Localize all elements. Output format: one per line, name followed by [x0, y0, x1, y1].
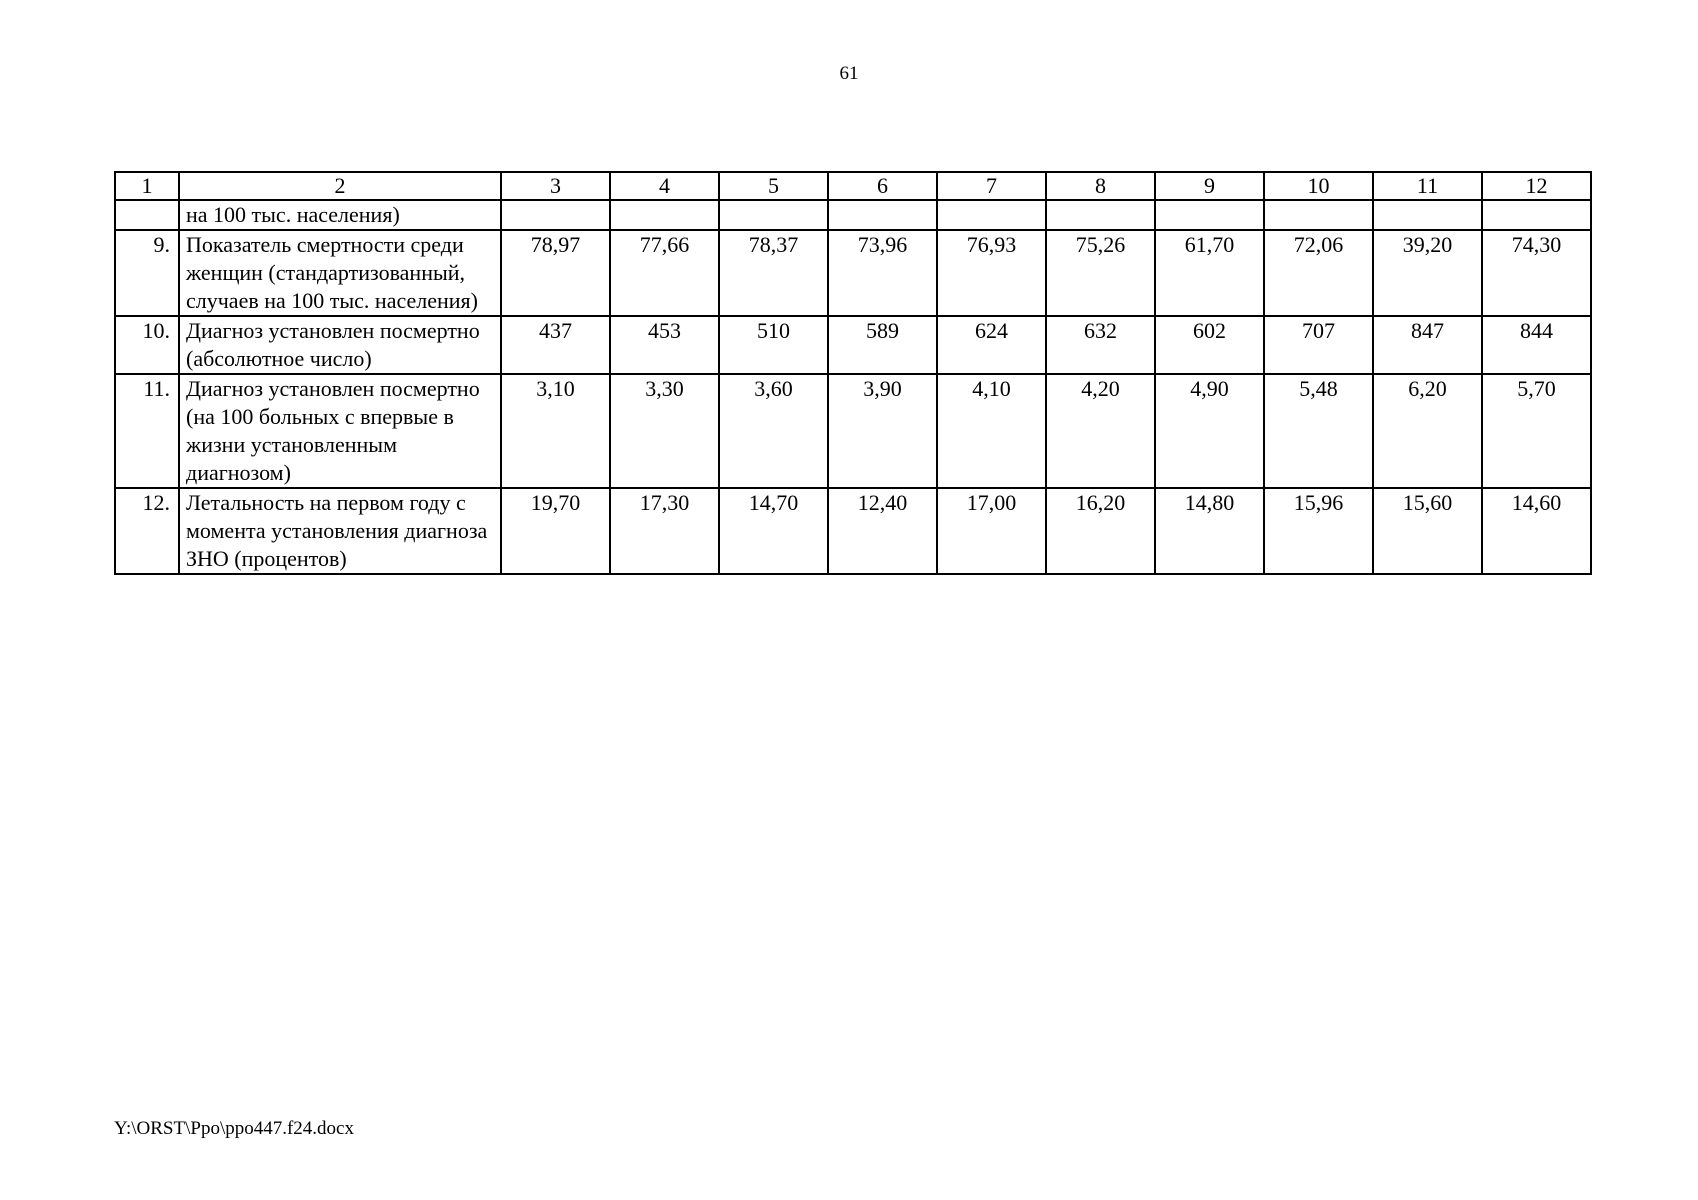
cell-value: 844: [1482, 316, 1591, 374]
cell-value: [610, 200, 719, 230]
column-header: 3: [501, 172, 610, 200]
cell-value: 14,70: [719, 488, 828, 574]
cell-value: 19,70: [501, 488, 610, 574]
cell-value: 78,37: [719, 230, 828, 316]
column-header: 2: [179, 172, 501, 200]
table-row: [115, 488, 1591, 574]
cell-value: 5,48: [1264, 374, 1373, 488]
column-header: 12: [1482, 172, 1591, 200]
row-number: 9.: [115, 230, 179, 316]
cell-value: 77,66: [610, 230, 719, 316]
row-number: [115, 200, 179, 230]
cell-value: 17,00: [937, 488, 1046, 574]
cell-value: 16,20: [1046, 488, 1155, 574]
column-header: 11: [1373, 172, 1482, 200]
cell-value: [1482, 200, 1591, 230]
cell-value: 15,60: [1373, 488, 1482, 574]
cell-value: 17,30: [610, 488, 719, 574]
cell-value: 3,10: [501, 374, 610, 488]
column-header: 6: [828, 172, 937, 200]
table-row: [115, 200, 1591, 230]
page-number: 61: [839, 63, 859, 84]
table-header-row: [115, 172, 1591, 200]
cell-value: 61,70: [1155, 230, 1264, 316]
cell-value: 847: [1373, 316, 1482, 374]
table-row: [115, 374, 1591, 488]
cell-value: [1046, 200, 1155, 230]
cell-value: [1264, 200, 1373, 230]
cell-value: 707: [1264, 316, 1373, 374]
row-number: 11.: [115, 374, 179, 488]
cell-value: 3,90: [828, 374, 937, 488]
cell-value: 75,26: [1046, 230, 1155, 316]
cell-value: 78,97: [501, 230, 610, 316]
cell-value: 14,80: [1155, 488, 1264, 574]
data-table: [114, 171, 1592, 575]
row-label: на 100 тыс. населения): [179, 200, 501, 230]
cell-value: 15,96: [1264, 488, 1373, 574]
cell-value: 510: [719, 316, 828, 374]
cell-value: [719, 200, 828, 230]
cell-value: 589: [828, 316, 937, 374]
column-header: 1: [115, 172, 179, 200]
row-label: Диагноз установлен посмертно (абсолютное число): [179, 316, 501, 374]
cell-value: 72,06: [1264, 230, 1373, 316]
cell-value: 602: [1155, 316, 1264, 374]
column-header: 8: [1046, 172, 1155, 200]
cell-value: 437: [501, 316, 610, 374]
cell-value: 4,10: [937, 374, 1046, 488]
cell-value: 624: [937, 316, 1046, 374]
cell-value: 39,20: [1373, 230, 1482, 316]
cell-value: 3,30: [610, 374, 719, 488]
cell-value: 4,20: [1046, 374, 1155, 488]
cell-value: 74,30: [1482, 230, 1591, 316]
cell-value: [937, 200, 1046, 230]
file-path: Y:\ORST\Ppo\ppo447.f24.docx: [114, 1118, 354, 1139]
row-label: Показатель смертности среди женщин (стандартизованный, случаев на 100 тыс. населения): [179, 230, 501, 316]
row-number: 12.: [115, 488, 179, 574]
cell-value: [1155, 200, 1264, 230]
cell-value: 6,20: [1373, 374, 1482, 488]
column-header: 4: [610, 172, 719, 200]
column-header: 10: [1264, 172, 1373, 200]
cell-value: 3,60: [719, 374, 828, 488]
table-row: [115, 316, 1591, 374]
cell-value: [501, 200, 610, 230]
column-header: 7: [937, 172, 1046, 200]
column-header: 9: [1155, 172, 1264, 200]
cell-value: [1373, 200, 1482, 230]
row-label: Диагноз установлен посмертно (на 100 больных с впервые в жизни установленным диагнозом): [179, 374, 501, 488]
cell-value: 453: [610, 316, 719, 374]
cell-value: 4,90: [1155, 374, 1264, 488]
cell-value: 73,96: [828, 230, 937, 316]
cell-value: [828, 200, 937, 230]
table-row: [115, 230, 1591, 316]
cell-value: 632: [1046, 316, 1155, 374]
cell-value: 76,93: [937, 230, 1046, 316]
cell-value: 12,40: [828, 488, 937, 574]
row-label: Летальность на первом году с момента установления диагноза ЗНО (процентов): [179, 488, 501, 574]
cell-value: 5,70: [1482, 374, 1591, 488]
cell-value: 14,60: [1482, 488, 1591, 574]
column-header: 5: [719, 172, 828, 200]
row-number: 10.: [115, 316, 179, 374]
